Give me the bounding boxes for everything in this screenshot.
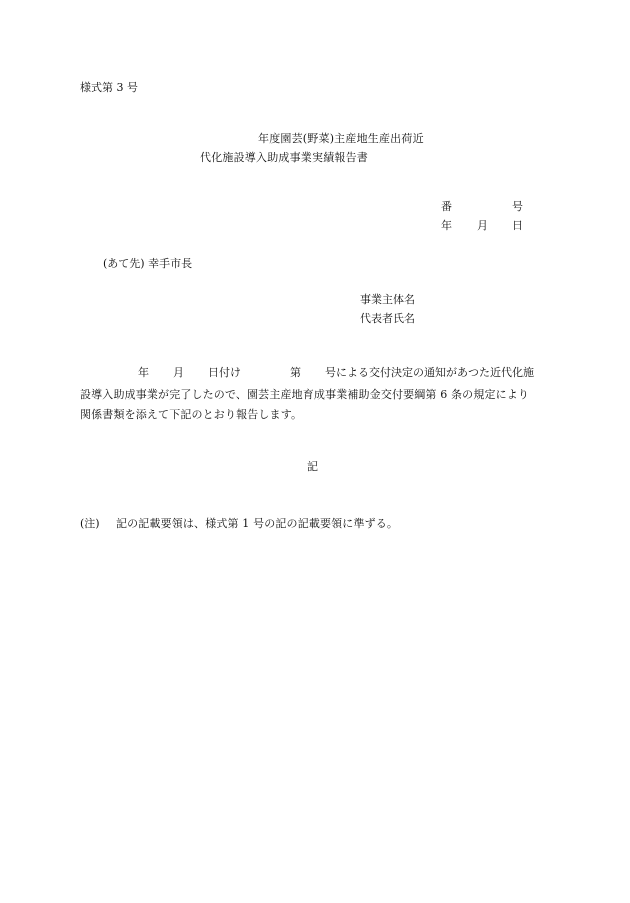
date-month-label: 月 xyxy=(477,219,488,232)
date-year-label: 年 xyxy=(441,219,452,232)
body-year-label: 年 xyxy=(138,366,149,379)
reference-number-label: 番 xyxy=(441,200,452,213)
applicant-rep-label: 代表者氏名 xyxy=(360,312,415,325)
addressee: (あて先) 幸手市長 xyxy=(103,257,193,270)
form-number: 様式第 3 号 xyxy=(80,81,138,94)
note-label: (注) xyxy=(80,517,100,530)
reference-number-suffix: 号 xyxy=(512,200,523,213)
applicant-org-label: 事業主体名 xyxy=(360,293,415,306)
body-dated-label: 日付け xyxy=(208,366,241,379)
body-line1-text: 号による交付決定の通知があつた近代化施 xyxy=(325,366,534,379)
date-day-label: 日 xyxy=(512,219,523,232)
document-title-line2: 代化施設導入助成事業実績報告書 xyxy=(200,151,368,164)
body-number-prefix: 第 xyxy=(290,366,301,379)
ki-heading: 記 xyxy=(307,460,318,473)
document-title-line1: 年度園芸(野菜)主産地生産出荷近 xyxy=(258,132,424,145)
note-text: 記の記載要領は、様式第 1 号の記の記載要領に準ずる。 xyxy=(116,517,399,530)
body-month-label: 月 xyxy=(173,366,184,379)
body-paragraph-line2: 設導入助成事業が完了したので、園芸主産地育成事業補助金交付要綱第 6 条の規定により xyxy=(80,388,530,401)
body-paragraph-line3: 関係書類を添えて下記のとおり報告します。 xyxy=(80,408,303,421)
